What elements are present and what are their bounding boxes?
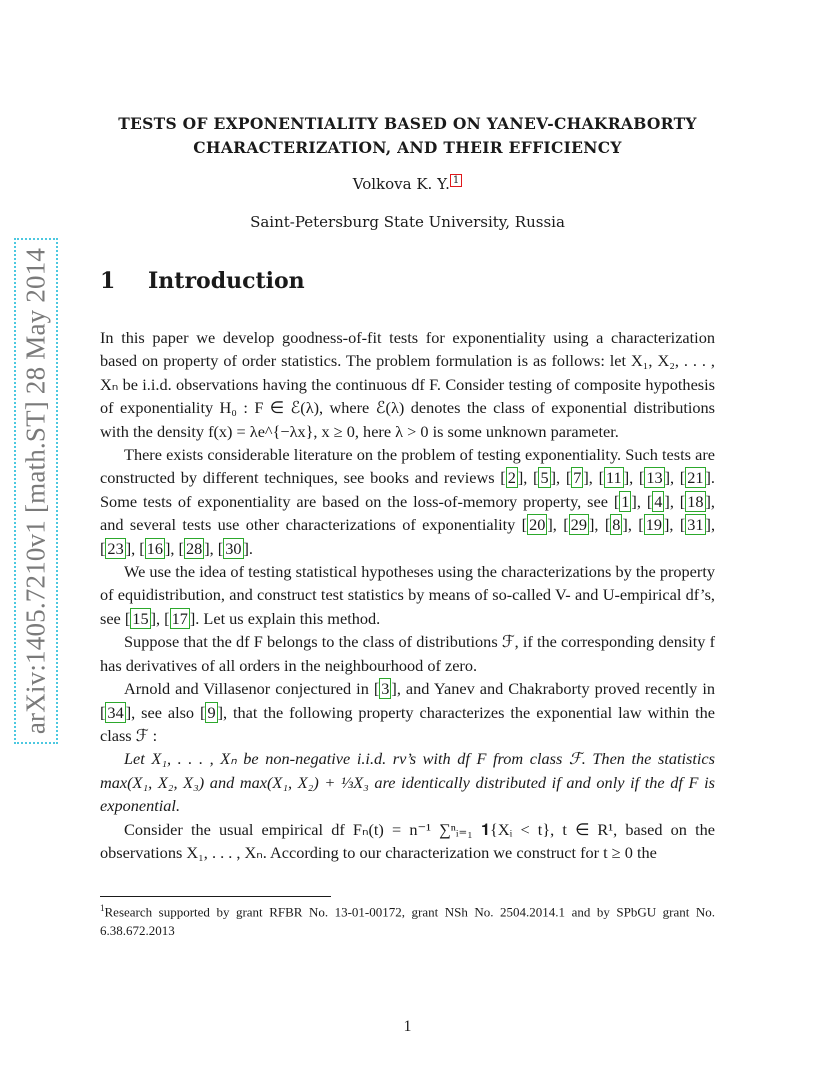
citation-link[interactable]: 17 bbox=[171, 608, 188, 628]
citation-link[interactable]: 11 bbox=[606, 468, 622, 488]
section-title: Introduction bbox=[148, 268, 305, 294]
page-number: 1 bbox=[403, 1018, 412, 1035]
paragraph-3-text: We use the idea of testing statistical hypotheses using the characterizations by the property of equidistribution, and construct test statistics by means of so-called V- and U-empirical df’s, see bbox=[100, 562, 715, 628]
paragraph-2-mid: Some tests of exponentiality are based on the loss-of-memory property, see bbox=[100, 491, 608, 511]
citation-link[interactable]: 8 bbox=[612, 515, 621, 535]
citation-link[interactable]: 30 bbox=[225, 538, 242, 558]
citation-link[interactable]: 19 bbox=[645, 515, 662, 535]
paragraph-5-a: Arnold and Villasenor conjectured in bbox=[124, 679, 369, 699]
paragraph-2: There exists considerable literature on the problem of testing exponentiality. Such tests are constructed by different techniques, see books and reviews [ 2 ], [ 5 ], [ 7 ], [ 11 ], [ 13 ], [ 21 ]. Some tests of exponentiality are based on the loss-of-memory property, see [ 1 ], [ 4 ], [ 18 ], and several tests use other characterizations of exponentiality [ 20 ], [ 29 ], [ 8 ], [ 19 ], [ 31 ], [ 23 ], [ 16 ], [ 28 ], [ 30 ]. bbox=[100, 445, 716, 558]
cite-group-c: [ 20 ], [ 29 ], [ 8 ], [ 19 ], [ 31 ], [ 23 ], [ 16 ], [ 28 ], [ 30 ] bbox=[100, 515, 716, 558]
paragraph-3-end: Let us explain this method. bbox=[203, 608, 381, 628]
citation-link[interactable]: 13 bbox=[646, 468, 663, 488]
citation-link[interactable]: 7 bbox=[573, 468, 582, 488]
citation-link[interactable]: 16 bbox=[146, 538, 163, 558]
body-text bbox=[100, 326, 715, 864]
author-name: Volkova K. Y. bbox=[352, 175, 450, 193]
author-line bbox=[100, 174, 715, 193]
footnote-divider bbox=[100, 896, 331, 897]
citation-link[interactable]: 5 bbox=[540, 468, 549, 488]
paragraph-7: Consider the usual empirical df Fₙ(t) = n⁻¹ ∑ⁿᵢ₌₁ 𝟏{Xᵢ < t}, t ∈ R¹, based on the observations X₁, . . . , Xₙ. According to our characterization we construct for t ≥ 0 the bbox=[100, 819, 715, 862]
cite-group-b: [ 1 ], [ 4 ], [ 18 ] bbox=[613, 491, 711, 511]
citation-link[interactable]: 28 bbox=[185, 538, 203, 558]
title-line-1: TESTS OF EXPONENTIALITY BASED ON YANEV-CHAKRABORTY bbox=[118, 114, 697, 133]
citation-link[interactable]: 2 bbox=[507, 468, 516, 488]
footnote-text: Research supported by grant RFBR No. 13-01-00172, grant NSh No. 2504.2014.1 and by SPbGU grant No. 6.38.672.2013 bbox=[100, 904, 715, 939]
paragraph-2-text: There exists considerable literature on the problem of testing exponentiality. Such tests are constructed by different techniques, see books and reviews bbox=[100, 445, 715, 488]
citation-link[interactable]: 31 bbox=[687, 515, 704, 535]
citation-link[interactable]: 1 bbox=[621, 491, 630, 511]
section-heading bbox=[100, 268, 715, 294]
footnote-link[interactable]: 1 bbox=[450, 174, 462, 187]
affiliation: Saint-Petersburg State University, Russia bbox=[250, 213, 565, 231]
citation-link[interactable]: 4 bbox=[654, 491, 663, 511]
paper-title bbox=[100, 112, 715, 160]
citation-link[interactable]: 29 bbox=[570, 515, 587, 535]
cite-group-a: [ 2 ], [ 5 ], [ 7 ], [ 11 ], [ 13 ], [ 21 ] bbox=[500, 468, 711, 488]
title-line-2: CHARACTERIZATION, AND THEIR EFFICIENCY bbox=[193, 138, 622, 157]
paragraph-5-b: , and Yanev and Chakraborty proved recently in bbox=[396, 679, 715, 699]
paragraph-5-d: , that the following property characterizes the exponential law within the class ℱ : bbox=[100, 702, 715, 745]
paragraph-5-c: , see also bbox=[131, 702, 195, 722]
footnote-mark: 1 bbox=[100, 903, 105, 913]
citation-link[interactable]: 3 bbox=[381, 679, 390, 699]
footnote bbox=[100, 899, 715, 940]
paragraph-5: Arnold and Villasenor conjectured in [ 3 ], and Yanev and Chakraborty proved recently in [ 34 ], see also [ 9 ], that the following property characterizes the exponential law within the class ℱ : bbox=[100, 679, 715, 745]
section-number: 1 bbox=[100, 268, 116, 294]
paragraph-3: We use the idea of testing statistical hypotheses using the characterizations by the property of equidistribution, and construct test statistics by means of so-called V- and U-empirical df’s, see [ 15 ], [ 17 ]. Let us explain this method. bbox=[100, 562, 715, 628]
citation-link[interactable]: 21 bbox=[687, 468, 704, 488]
paragraph-2-mid2: and several tests use other characterizations of exponentiality bbox=[100, 515, 516, 535]
cite-group-d: [ 15 ], [ 17 ] bbox=[124, 608, 196, 628]
paragraph-1: In this paper we develop goodness-of-fit tests for exponentiality using a characterization based on property of order statistics. The problem formulation is as follows: let X₁, X₂, . . . , Xₙ be i.i.d. observations having the continuous df F. Consider testing of composite hypothesis of exponentiality H₀ : F ∈ ℰ(λ), where ℰ(λ) denotes the class of exponential distributions with the density f(x) = λe^{−λx}, x ≥ 0, here λ > 0 is some unknown parameter. bbox=[100, 328, 715, 441]
arxiv-stamp-text: arXiv:1405.7210v1 [math.ST] 28 May 2014 bbox=[20, 247, 51, 735]
citation-link[interactable]: 34 bbox=[107, 702, 124, 722]
arxiv-stamp bbox=[14, 238, 58, 744]
citation-link[interactable]: 9 bbox=[207, 702, 216, 722]
citation-link[interactable]: 18 bbox=[687, 491, 704, 511]
citation-link[interactable]: 23 bbox=[107, 538, 124, 558]
paragraph-4: Suppose that the df F belongs to the class of distributions ℱ, if the corresponding density f has derivatives of all orders in the neighbourhood of zero. bbox=[100, 632, 715, 675]
citation-link[interactable]: 15 bbox=[132, 608, 149, 628]
theorem-statement: Let X₁, . . . , Xₙ be non-negative i.i.d. rv’s with df F from class ℱ. Then the statistics max(X₁, X₂, X₃) and max(X₁, X₂) + ⅓X₃ are identically distributed if and only if the df F is exponential. bbox=[100, 749, 715, 816]
citation-link[interactable]: 20 bbox=[529, 515, 546, 535]
